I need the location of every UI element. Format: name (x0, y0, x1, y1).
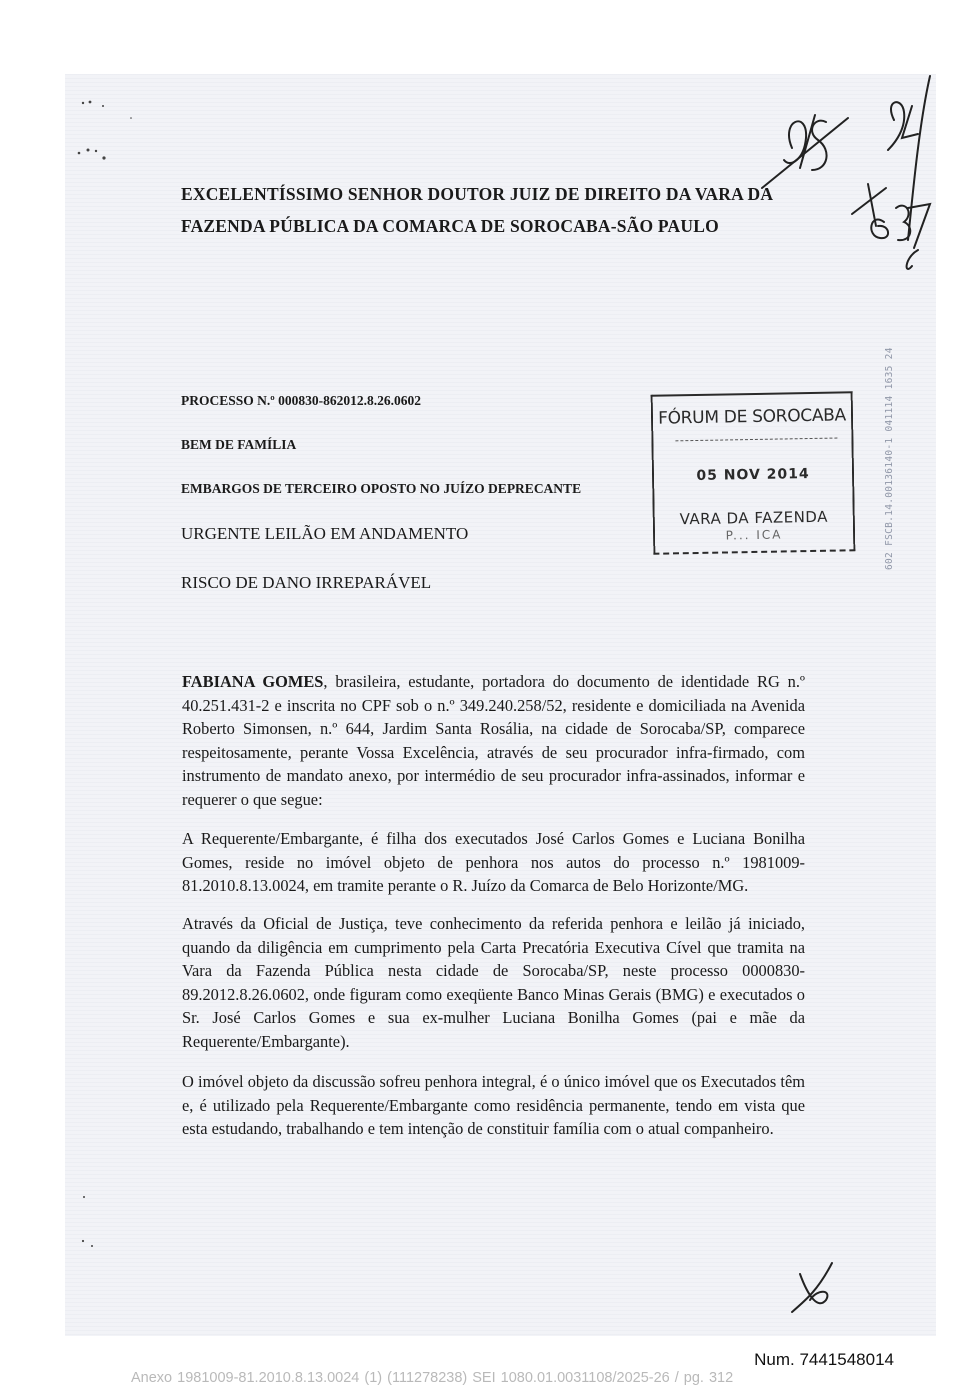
subject-embargos: EMBARGOS DE TERCEIRO OPOSTO NO JUÍZO DEPRECANTE (181, 481, 582, 496)
handwritten-number-637 (871, 220, 888, 239)
qualification-text: , brasileira, estudante, portadora do documento de identidade RG n.º 40.251.431-2 e inscrita no CPF sob o n.º 349.240.258/52, residente e domiciliada na Avenida Roberto Simonsen, n.º 644, Jardim Santa Rosália, na cidade de Sorocaba/SP, comparece respeitosamente, perante Vossa Excelência, através de seu procurador infra-firmado, com instrumento de mandato anexo, por intermédio de seu procurador infra-assinados, informar e requerer o que segue: (182, 672, 805, 809)
heading-line-1: EXCELENTÍSSIMO SENHOR DOUTOR JUIZ DE DIREITO DA VARA DA (181, 184, 774, 204)
stamp-date: 05 NOV 2014 (696, 466, 810, 484)
plaintiff-name: FABIANA GOMES (182, 672, 324, 691)
court-receipt-stamp (651, 391, 856, 555)
paragraph-knowledge: Através da Oficial de Justiça, teve conhecimento da referida penhora e leilão já iniciado, quando da diligência em cumprimento pela Carta Precatória Executiva Cível que tramita na Vara da Fazenda Pública nesta cidade de Sorocaba/SP, neste processo 0000830-89.2012.8.26.0602, onde figuram como exeqüente Banco Minas Gerais (BMG) e executados o Sr. José Carlos Gomes e sua ex-mulher Luciana Bonilha Gomes (pai e mãe da Requerente/Embargante). (182, 914, 805, 1051)
process-number: PROCESSO N.º 000830-862012.8.26.0602 (181, 393, 421, 408)
stamp-publica: P... ICA (725, 527, 783, 543)
risk-notice: RISCO DE DANO IRREPARÁVEL (181, 573, 432, 592)
paragraph-relationship: A Requerente/Embargante, é filha dos executados José Carlos Gomes e Luciana Bonilha Gomes, reside no imóvel objeto de penhora nos autos do processo n.º 1981009-81.2010.8.13.0024, em tramite perante o R. Juízo da Comarca de Belo Horizonte/MG. (182, 829, 805, 895)
paragraph-qualification (182, 670, 805, 811)
stamp-divider (675, 438, 837, 442)
urgent-notice: URGENTE LEILÃO EM ANDAMENTO (181, 524, 469, 543)
petition-heading (181, 178, 821, 242)
handwritten-initial (792, 1263, 832, 1312)
protocol-code: 602 FSCB.14.00136140-1 041114 1635 24 (884, 347, 895, 570)
annex-reference: Anexo 1981009-81.2010.8.13.0024 (1) (111278238) SEI 1080.01.0031108/2025-26 / pg. 312 (131, 1370, 734, 1386)
heading-line-2: FAZENDA PÚBLICA DA COMARCA DE SOROCABA-SÃO PAULO (181, 216, 719, 236)
subject-bem-de-familia: BEM DE FAMÍLIA (181, 437, 297, 452)
handwritten-number-94 (888, 102, 904, 150)
stamp-forum: FÓRUM DE SOROCABA (657, 405, 847, 429)
paragraph-property: O imóvel objeto da discussão sofreu penhora integral, é o único imóvel que os Executados têm e, é utilizado pela Requerente/Embargante como residência permanente, tendo em vista que esta estudando, trabalhando e tem intenção de constituir família com o atual companheiro. (182, 1072, 805, 1138)
document-number: Num. 7441548014 (754, 1350, 894, 1369)
stamp-vara: VARA DA FAZENDA (679, 507, 829, 529)
